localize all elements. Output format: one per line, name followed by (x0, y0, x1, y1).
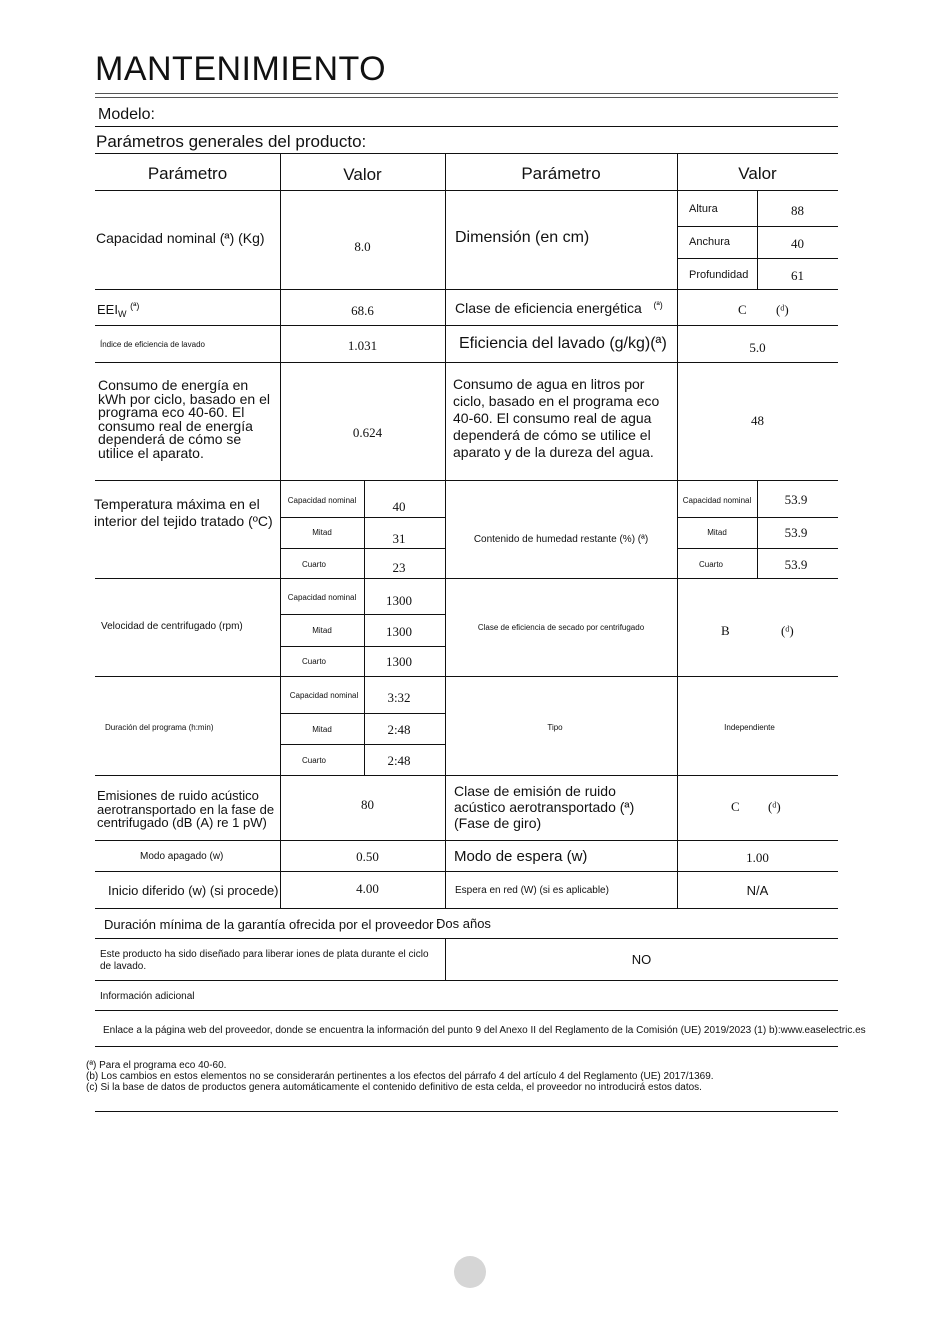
clase-ruido-note: (ᵈ) (768, 799, 781, 814)
dimension-label: Dimensión (en cm) (455, 229, 590, 246)
humedad-row-label: Capacidad nominal (682, 496, 752, 505)
consumo-energia-label: Consumo de energía en kWh por ciclo, basado en el programa eco 40-60. El consumo real de energía dependerá de cómo se utilice el aparato. (98, 377, 270, 461)
divider (677, 226, 838, 227)
modo-apagado-value: 0.50 (356, 849, 379, 864)
tipo-value: Independiente (724, 723, 775, 732)
divider (280, 744, 445, 745)
divider (95, 190, 838, 191)
eficiencia-lavado-label: Eficiencia del lavado (g/kg)(ª) (459, 335, 667, 352)
temperatura-row-label: Mitad (312, 528, 332, 537)
garantia-label: Duración mínima de la garantía ofrecida por el proveedor : (104, 917, 441, 932)
plata-label: Este producto ha sido diseñado para liberar iones de plata durante el ciclo de lavado. (100, 949, 429, 972)
plata-value: NO (631, 952, 652, 967)
garantia-value: Dos años (436, 916, 491, 931)
page-title: MANTENIMIENTO (95, 50, 387, 88)
ruido-value: 80 (361, 797, 374, 812)
divider (677, 548, 838, 549)
velocidad-row-value: 1300 (386, 654, 412, 669)
footnote: (b) Los cambios en estos elementos no se considerarán pertinentes a los efectos del párrafo 4 del artículo 4 del Reglamento (UE) 2017/1369. (86, 1071, 714, 1082)
divider (95, 1046, 838, 1047)
footnote: (c) Si la base de datos de productos genera automáticamente el contenido definitivo de esta celda, el proveedor no introducirá estos datos. (86, 1082, 702, 1093)
humedad-label: Contenido de humedad restante (%) (ª) (473, 534, 649, 545)
divider (95, 362, 838, 363)
inicio-diferido-label: Inicio diferido (w) (si procede) (108, 883, 279, 898)
temperatura-row-value: 31 (392, 531, 406, 546)
velocidad-row-label: Capacidad nominal (287, 593, 357, 602)
divider (95, 1111, 838, 1112)
info-adicional: Información adicional (100, 991, 195, 1002)
footnote: (ª) Para el programa eco 40-60. (86, 1060, 227, 1071)
params-label: Parámetros generales del producto: (96, 132, 367, 151)
divider (95, 480, 838, 481)
duracion-row-value: 2:48 (387, 753, 411, 768)
divider (95, 871, 838, 872)
temperatura-row-value: 23 (392, 560, 406, 575)
duracion-row-value: 2:48 (387, 722, 411, 737)
velocidad-row-label: Cuarto (301, 657, 326, 666)
clase-energia-note: (ᵈ) (776, 302, 789, 317)
capacidad-value: 8.0 (354, 239, 371, 254)
profundidad-label: Profundidad (689, 269, 749, 281)
divider (280, 646, 445, 647)
duracion-row-value: 3:32 (387, 690, 411, 705)
ruido-label: Emisiones de ruido acústico aerotransportado en la fase de centrifugado (dB (A) re 1 pW) (97, 788, 275, 830)
divider (95, 676, 838, 677)
divider (280, 713, 445, 714)
tipo-label: Tipo (547, 723, 563, 732)
divider (95, 325, 838, 326)
eficiencia-lavado-value: 5.0 (749, 340, 766, 355)
inicio-diferido-value: 4.00 (356, 881, 379, 896)
column-divider (445, 153, 446, 908)
divider (95, 578, 838, 579)
divider (95, 153, 838, 154)
divider (95, 908, 838, 909)
clase-energia-label: Clase de eficiencia energética $^{(ª)}$ (455, 300, 663, 316)
duracion-label: Duración del programa (h:min) (105, 723, 214, 732)
capacidad-label: Capacidad nominal (ª) (Kg) (96, 230, 265, 246)
duracion-row-label: Cuarto (301, 756, 326, 765)
velocidad-label: Velocidad de centrifugado (rpm) (101, 621, 243, 632)
page-number-marker (454, 1256, 486, 1288)
eei-label: $EEI_W$ $^{(ª)}$ (97, 301, 140, 319)
humedad-row-label: Cuarto (698, 560, 723, 569)
velocidad-row-value: 1300 (386, 624, 412, 639)
modo-espera-value: 1.00 (746, 850, 769, 865)
humedad-row-value: 53.9 (784, 525, 808, 540)
divider (280, 614, 445, 615)
modo-apagado-label: Modo apagado (w) (140, 851, 224, 862)
secado-label: Clase de eficiencia de secado por centrifugado (477, 623, 645, 632)
divider (280, 548, 445, 549)
clase-ruido-label: Clase de emisión de ruido acústico aerotransportado (ª) (Fase de giro) (454, 783, 635, 831)
divider (280, 517, 445, 518)
divider (677, 517, 838, 518)
espera-red-value: N/A (746, 883, 769, 898)
consumo-agua-label: Consumo de agua en litros por ciclo, basado en el programa eco 40-60. El consumo real de agua dependerá de cómo se utilice el aparato y de la dureza del agua. (453, 376, 660, 460)
espera-red-label: Espera en red (W) (si es aplicable) (455, 885, 609, 896)
temperatura-row-label: Capacidad nominal (287, 496, 357, 505)
divider (95, 840, 838, 841)
divider (95, 289, 838, 290)
velocidad-row-label: Mitad (312, 626, 332, 635)
humedad-row-value: 53.9 (784, 557, 808, 572)
profundidad-value: 61 (791, 268, 804, 283)
enlace-text: Enlace a la página web del proveedor, donde se encuentra la información del punto 9 del Anexo II del Reglamento de la Comisión (UE) 2019/2023 (1) b):www.easelectric.es (103, 1025, 866, 1036)
divider (677, 258, 838, 259)
temperatura-row-value: 40 (392, 499, 406, 514)
altura-value: 88 (791, 203, 804, 218)
secado-value: B (721, 623, 730, 638)
divider (95, 775, 838, 776)
clase-ruido-value: C (731, 799, 740, 814)
modelo-label: Modelo: (98, 106, 155, 123)
temperatura-row-label: Cuarto (301, 560, 326, 569)
divider (95, 1010, 838, 1011)
velocidad-row-value: 1300 (386, 593, 412, 608)
secado-note: (ᵈ) (781, 623, 794, 638)
header-valor-right: Valor (738, 164, 777, 183)
eei-value: 68.6 (351, 303, 374, 318)
header-param-left: Parámetro (147, 164, 228, 183)
divider (95, 126, 838, 127)
consumo-agua-value: 48 (751, 413, 764, 428)
header-param-right: Parámetro (521, 164, 601, 183)
modo-espera-label: Modo de espera (w) (454, 848, 588, 865)
humedad-row-label: Mitad (707, 528, 727, 537)
indice-lavado-value: 1.031 (347, 338, 378, 353)
duracion-row-label: Mitad (312, 725, 332, 734)
indice-lavado-label: Índice de eficiencia de lavado (100, 340, 205, 349)
humedad-row-value: 53.9 (784, 492, 808, 507)
title-underline (95, 93, 838, 98)
duracion-row-label: Capacidad nominal (289, 691, 359, 700)
divider (95, 938, 838, 939)
divider (95, 980, 838, 981)
anchura-label: Anchura (689, 236, 730, 248)
clase-energia-value: C (738, 302, 747, 317)
consumo-energia-value: 0.624 (352, 425, 383, 440)
altura-label: Altura (689, 203, 718, 215)
anchura-value: 40 (791, 236, 804, 251)
temperatura-label: Temperatura máxima en el interior del tejido tratado (ºC) (94, 496, 273, 529)
header-valor-left: Valor (343, 165, 382, 184)
